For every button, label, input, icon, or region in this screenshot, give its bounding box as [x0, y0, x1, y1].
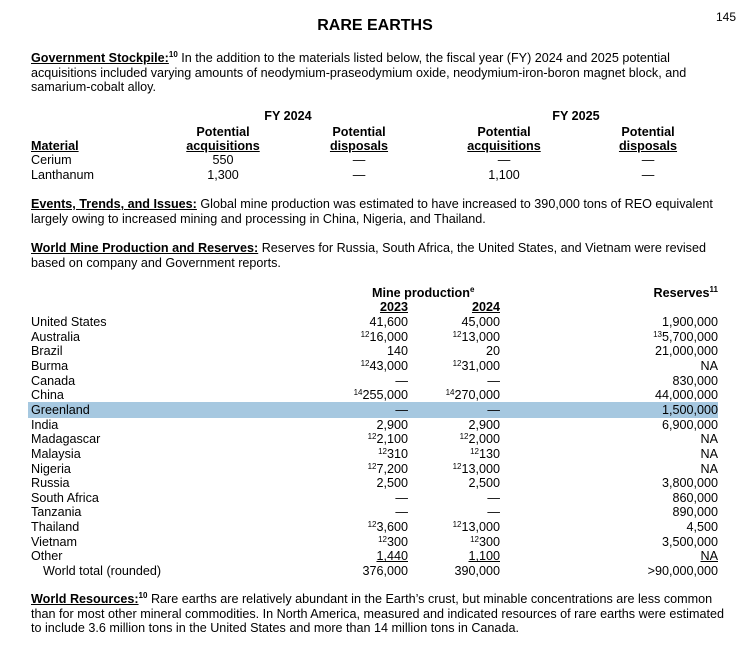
stockpile-row-dis24: —: [352, 153, 366, 167]
footnote-ref: 12: [360, 329, 370, 339]
footnote-ref: 13: [653, 329, 662, 339]
footnote-ref: 12: [452, 358, 462, 368]
production-2023: 2,900: [376, 417, 408, 432]
footnote-ref: 12: [360, 358, 370, 368]
resources-text: Rare earths are relatively abundant in the Earth’s crust, but minable concentrations are less common than for most other mineral commodities. In North America, measured and indicated resources of rare earths were estimated to include 3.6 million tons in the United States and more than 14 million tons in Canada.: [31, 592, 724, 636]
page-number: 145: [715, 10, 736, 24]
country-name: Malaysia: [31, 446, 81, 461]
country-name: Brazil: [31, 344, 63, 359]
fy2025-header: FY 2025: [552, 109, 600, 123]
country-name: Thailand: [31, 520, 80, 535]
reserves-value: 4,500: [686, 520, 718, 535]
stockpile-row-acq25: —: [497, 153, 511, 167]
reserves-value: 860,000: [672, 490, 718, 505]
stockpile-row-acq25: 1,100: [488, 168, 520, 182]
footnote-ref: 14: [445, 388, 455, 398]
country-name: India: [31, 417, 59, 432]
production-2024: $^{12}$13,000: [452, 461, 500, 476]
year-2023-header: 2023: [379, 300, 408, 314]
country-name: South Africa: [31, 490, 99, 505]
disposals25-header: disposals: [618, 139, 678, 153]
footnote-ref: 12: [470, 534, 479, 544]
production-2023: $^{12}$16,000: [360, 329, 408, 344]
reserves-value: NA: [700, 432, 718, 447]
production-2024: —: [487, 402, 500, 417]
resources-heading: World Resources:: [31, 592, 139, 606]
production-2023: $^{14}$255,000: [353, 388, 408, 403]
reserves-value: 890,000: [672, 505, 718, 520]
reserves-value: 21,000,000: [654, 344, 718, 359]
production-2023: 140: [386, 344, 408, 359]
production-2024: $^{12}$2,000: [459, 432, 500, 447]
reserves-value: 830,000: [672, 373, 718, 388]
footnote-ref: 12: [367, 520, 377, 530]
events-paragraph: [31, 197, 731, 226]
footnote-ref: 12: [367, 432, 377, 442]
acquisitions24-header: acquisitions: [186, 139, 260, 153]
page-title: RARE EARTHS: [317, 17, 433, 34]
country-name: Canada: [31, 373, 76, 388]
reserves-value: NA: [700, 446, 718, 461]
country-name: Tanzania: [31, 505, 82, 520]
production-2024: $^{14}$270,000: [445, 388, 500, 403]
footnote-ref: 12: [378, 446, 387, 456]
stockpile-row-acq24: 550: [212, 153, 234, 167]
production-2023: 2,500: [376, 476, 408, 491]
reserves-value: 3,500,000: [661, 534, 718, 549]
country-name: Australia: [31, 329, 80, 344]
footnote-ref: 12: [452, 461, 462, 471]
reserves-value: NA: [700, 461, 718, 476]
footnote-ref: 12: [452, 520, 462, 530]
country-name: China: [31, 388, 64, 403]
disposals24-header: disposals: [329, 139, 389, 153]
production-2024: 2,500: [468, 476, 500, 491]
production-2023: —: [395, 402, 408, 417]
events-heading: Events, Trends, and Issues:: [31, 197, 197, 211]
production-2023: $^{12}$43,000: [360, 358, 408, 373]
country-name: Russia: [31, 476, 70, 491]
potential-dis24-header: Potential: [332, 125, 386, 139]
production-2024: 2,900: [468, 417, 500, 432]
reserves-footnote: 11: [709, 285, 718, 294]
acquisitions25-header: acquisitions: [467, 139, 541, 153]
footnote-ref: 14: [353, 388, 363, 398]
reserves-value: $^{13}$5,700,000: [653, 329, 718, 344]
production-2023: —: [395, 373, 408, 388]
production-2024: —: [487, 490, 500, 505]
stockpile-footnote: 10: [168, 50, 178, 59]
stockpile-row-dis25: —: [641, 168, 655, 182]
reserves-header: Reserves$^{11}$: [653, 285, 718, 300]
estimated-footnote: e: [469, 285, 475, 294]
production-2023: $^{12}$300: [378, 534, 408, 549]
stockpile-row-material: Lanthanum: [31, 168, 95, 182]
reserves-value: 6,900,000: [661, 417, 718, 432]
production-2023: —: [395, 505, 408, 520]
stockpile-row-dis24: —: [352, 168, 366, 182]
production-2023: 1,440: [376, 549, 408, 564]
resources-paragraph: [31, 592, 731, 636]
country-name: Burma: [31, 358, 69, 373]
footnote-ref: 12: [378, 534, 387, 544]
stockpile-row-dis25: —: [641, 153, 655, 167]
production-2024: $^{12}$300: [470, 534, 500, 549]
production-2024: $^{12}$130: [470, 446, 500, 461]
mine-production-header: Mine production$^e$: [372, 285, 475, 300]
reserves-value: NA: [700, 358, 718, 373]
production-2024: 45,000: [461, 315, 500, 329]
production-2024: 20: [485, 344, 500, 359]
country-name: Nigeria: [31, 461, 71, 476]
production-2023: $^{12}$310: [378, 446, 408, 461]
production-2023: $^{12}$3,600: [367, 520, 408, 535]
production-2024: $^{12}$13,000: [452, 520, 500, 535]
country-name: Greenland: [31, 402, 90, 417]
country-name: Other: [31, 549, 63, 564]
reserves-value: 1,500,000: [661, 402, 718, 417]
reserves-value: 1,900,000: [661, 315, 718, 329]
events-text: Global mine production was estimated to have increased to 390,000 tons of REO equivalent largely owing to increased mining and processing in China, Nigeria, and Thailand.: [31, 197, 713, 226]
production-2023: $^{12}$7,200: [367, 461, 408, 476]
production-2024: 1,100: [468, 549, 500, 564]
production-2023: —: [395, 490, 408, 505]
potential-acq25-header: Potential: [477, 125, 531, 139]
resources-footnote: 10: [138, 591, 148, 600]
reserves-value: NA: [700, 549, 718, 564]
world-total-2023: 376,000: [362, 564, 408, 578]
world-text: Reserves for Russia, South Africa, the United States, and Vietnam were revised based on company and Government reports.: [31, 241, 706, 270]
potential-dis25-header: Potential: [621, 125, 675, 139]
production-2024: —: [487, 505, 500, 520]
production-2024: $^{12}$31,000: [452, 358, 500, 373]
country-name: Madagascar: [31, 432, 101, 447]
world-total-label: World total (rounded): [43, 564, 162, 578]
world-heading: World Mine Production and Reserves:: [31, 241, 259, 255]
fy2024-header: FY 2024: [264, 109, 312, 123]
material-header: Material: [31, 139, 79, 153]
reserves-value: 44,000,000: [654, 388, 718, 403]
reserves-value: 3,800,000: [661, 476, 718, 491]
footnote-ref: 12: [459, 432, 469, 442]
country-name: Vietnam: [31, 534, 77, 549]
stockpile-text: In the addition to the materials listed below, the fiscal year (FY) 2024 and 2025 potential acquisitions included varying amounts of neodymium-praseodymium oxide, neodymium-iron-boron magnet block, and samarium-cobalt alloy.: [31, 51, 687, 95]
potential-acq24-header: Potential: [196, 125, 250, 139]
stockpile-row-acq24: 1,300: [207, 168, 239, 182]
production-2023: $^{12}$2,100: [367, 432, 408, 447]
country-name: United States: [31, 315, 107, 329]
stockpile-row-material: Cerium: [31, 153, 72, 167]
year-2024-header: 2024: [471, 300, 500, 314]
footnote-ref: 12: [452, 329, 462, 339]
production-2023: 41,600: [369, 315, 408, 329]
world-total-2024: 390,000: [454, 564, 500, 578]
footnote-ref: 12: [367, 461, 377, 471]
stockpile-heading: Government Stockpile:: [31, 51, 169, 65]
production-2024: $^{12}$13,000: [452, 329, 500, 344]
production-2024: —: [487, 373, 500, 388]
footnote-ref: 12: [470, 446, 479, 456]
world-total-reserves: >90,000,000: [647, 564, 718, 578]
world-paragraph: [31, 241, 731, 270]
stockpile-paragraph: [31, 51, 731, 95]
